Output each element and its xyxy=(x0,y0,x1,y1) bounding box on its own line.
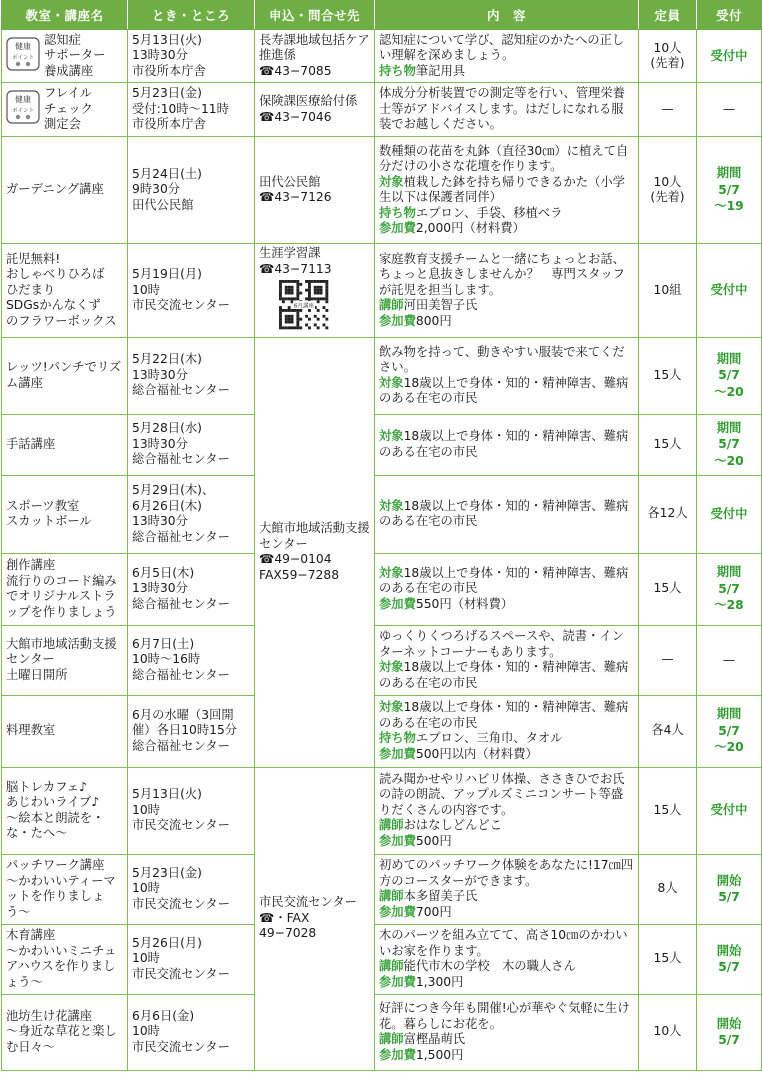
table-row xyxy=(2,767,762,854)
item-label: 参加費 xyxy=(379,833,416,848)
when-where-cell xyxy=(128,994,255,1070)
capacity: 10人 (先着) xyxy=(650,174,685,204)
content-item xyxy=(379,834,634,850)
status-badge: 期間 5/7 〜28 xyxy=(714,565,744,613)
content-item xyxy=(379,499,634,530)
status-cell xyxy=(697,30,762,83)
capacity: 15人 xyxy=(653,802,682,817)
item-text: エプロン、三角巾、タオル xyxy=(415,731,563,745)
course-name-cell xyxy=(2,30,128,83)
content-item xyxy=(379,64,634,80)
item-text: 河田美智子氏 xyxy=(403,298,478,312)
course-name-cell xyxy=(2,137,128,244)
content-item xyxy=(379,975,634,991)
content-item xyxy=(379,175,634,206)
course-name-cell xyxy=(2,854,128,924)
table-row xyxy=(2,244,762,338)
capacity: 15人 xyxy=(653,581,682,596)
table-row xyxy=(2,475,762,553)
item-text: 2,000円（材料費） xyxy=(415,221,525,235)
content-cell xyxy=(375,994,639,1070)
svg-text:6月講座: 6月講座 xyxy=(294,303,314,310)
when-where: 5月22日(木) 13時30分 総合福祉センター xyxy=(132,352,230,398)
capacity: — xyxy=(661,101,674,116)
header-status: 受付 xyxy=(697,1,762,30)
item-label: 参加費 xyxy=(379,313,416,328)
item-text: エプロン、手袋、移植ベラ xyxy=(415,205,563,220)
content-cell xyxy=(375,83,639,137)
health-point-logo xyxy=(6,90,40,129)
status-cell xyxy=(697,854,762,924)
content-item xyxy=(379,747,634,763)
contact-cell xyxy=(255,30,375,83)
item-label: 対象 xyxy=(379,565,404,580)
capacity-cell xyxy=(639,994,697,1070)
capacity: 15人 xyxy=(653,436,682,451)
capacity: 15人 xyxy=(653,951,682,966)
item-label: 持ち物 xyxy=(379,731,416,745)
content-item xyxy=(379,889,634,905)
status-badge: 開始 5/7 xyxy=(716,1016,742,1047)
item-label: 講師 xyxy=(379,818,404,833)
status-cell xyxy=(697,475,762,553)
content-cell xyxy=(375,414,639,475)
when-where-cell xyxy=(128,414,255,475)
status-badge: 受付中 xyxy=(710,283,748,297)
capacity: 10組 xyxy=(653,282,682,297)
course-name: 脳トレカフェ♪ あじわいライブ♪ 〜絵本と朗読を・な・たへ〜 xyxy=(6,779,105,840)
capacity-cell xyxy=(639,854,697,924)
content-cell xyxy=(375,30,639,83)
capacity: — xyxy=(661,652,674,667)
content-cell xyxy=(375,854,639,924)
when-where: 6月の水曜（3回開催）各日10時15分 総合福祉センター xyxy=(132,707,238,753)
course-name-cell xyxy=(2,244,128,338)
course-name-cell xyxy=(2,994,128,1070)
content-item xyxy=(379,221,634,237)
capacity: 10人 xyxy=(653,1024,682,1039)
table-row xyxy=(2,83,762,137)
svg-text:ポイント: ポイント xyxy=(11,108,35,115)
capacity-cell xyxy=(639,625,697,695)
when-where: 5月29日(木)、 6月26日(木) 13時30分 総合福祉センター xyxy=(132,483,230,544)
contact-info: 生涯学習課 ☎43−7113 xyxy=(259,246,332,276)
item-text: 植栽した鉢を持ち帰りできるかた（小学生以下は保護者同伴） xyxy=(379,174,625,204)
course-table xyxy=(1,0,762,1071)
item-label: 持ち物 xyxy=(379,63,416,78)
header-course-name: 教室・講座名 xyxy=(2,1,128,30)
capacity-cell xyxy=(639,337,697,414)
item-text: 18歳以上で身体・知的・精神障害、難病のある在宅の市民 xyxy=(379,660,629,690)
when-where-cell xyxy=(128,337,255,414)
content-item xyxy=(379,376,634,407)
item-label: 対象 xyxy=(379,660,404,674)
course-name-cell xyxy=(2,924,128,994)
content-item xyxy=(379,206,634,222)
item-text: 1,500円 xyxy=(415,1047,464,1062)
status-cell xyxy=(697,994,762,1070)
content-item xyxy=(379,314,634,330)
item-label: 参加費 xyxy=(379,221,416,235)
status-cell xyxy=(697,137,762,244)
content-item xyxy=(379,700,634,731)
when-where: 6月5日(木) 13時30分 総合福祉センター xyxy=(132,565,230,611)
item-label: 講師 xyxy=(379,889,404,903)
when-where-cell xyxy=(128,137,255,244)
content-item xyxy=(379,959,634,975)
item-label: 対象 xyxy=(379,174,404,189)
status-badge: 受付中 xyxy=(710,803,748,818)
status-badge: 期間 5/7 〜20 xyxy=(714,351,744,399)
course-name: ガーデニング講座 xyxy=(6,182,104,197)
item-label: 参加費 xyxy=(379,596,416,611)
content-cell xyxy=(375,244,639,338)
when-where-cell xyxy=(128,553,255,625)
item-label: 参加費 xyxy=(379,1047,416,1062)
course-name-cell xyxy=(2,337,128,414)
content-description: 体成分分析装置での測定等を行い、管理栄養士等がアドバイスします。はだしになれる服装でお越しください。 xyxy=(379,86,625,132)
when-where-cell xyxy=(128,695,255,767)
capacity-cell xyxy=(639,924,697,994)
when-where: 5月26日(月) 10時 市民交流センター xyxy=(132,935,230,981)
content-item xyxy=(379,660,634,691)
course-name: 認知症 サポーター 養成講座 xyxy=(44,32,106,78)
course-name: 託児無料! おしゃべりひろば ひだまり SDGsかんなくず のフラワーボックス xyxy=(6,251,117,328)
table-row xyxy=(2,337,762,414)
item-label: 参加費 xyxy=(379,974,416,989)
svg-text:健康: 健康 xyxy=(15,95,31,105)
content-description: ゆっくりくつろげるスペースや、読書・インターネットコーナーもあります。 xyxy=(379,629,624,659)
when-where: 6月7日(土) 10時〜16時 総合福祉センター xyxy=(132,636,230,682)
item-label: 対象 xyxy=(379,498,404,513)
table-row xyxy=(2,924,762,994)
status-cell xyxy=(697,337,762,414)
content-description: 木のパーツを組み立てて、高さ10㎝のかわいいお家を作ります。 xyxy=(379,928,628,958)
content-description: 家庭教育支援チームと一緒にちょっとお話、ちょっと息抜きしませんか？ 専門スタッフが託児を担当します。 xyxy=(379,251,625,297)
contact-info: 市民交流センター ☎・FAX 49−7028 xyxy=(259,895,357,941)
item-text: 700円 xyxy=(415,904,452,919)
capacity: 8人 xyxy=(657,881,678,896)
item-text: 18歳以上で身体・知的・精神障害、難病のある在宅の市民 xyxy=(379,375,629,405)
when-where-cell xyxy=(128,625,255,695)
capacity-cell xyxy=(639,83,697,137)
content-description: 初めてのパッチワーク体験をあなたに!17㎝四方のコースターができます。 xyxy=(379,858,634,888)
course-name: 創作講座 流行りのコード編みでオリジナルストラップを作りましょう xyxy=(6,558,117,619)
item-text: 1,300円 xyxy=(415,974,464,989)
when-where: 5月28日(水) 13時30分 総合福祉センター xyxy=(132,421,230,467)
table-row xyxy=(2,695,762,767)
item-text: 18歳以上で身体・知的・精神障害、難病のある在宅の市民 xyxy=(379,429,629,459)
contact-cell xyxy=(255,244,375,338)
status-badge: 受付中 xyxy=(710,48,748,63)
content-cell xyxy=(375,924,639,994)
when-where: 5月23日(金) 受付:10時〜11時 市役所本庁舎 xyxy=(132,86,229,132)
contact-cell xyxy=(255,137,375,244)
course-name-cell xyxy=(2,625,128,695)
course-name: 手話講座 xyxy=(6,436,56,451)
item-text: 18歳以上で身体・知的・精神障害、難病のある在宅の市民 xyxy=(379,498,629,528)
contact-info: 大館市地域活動支援センター ☎49−0104 FAX59−7288 xyxy=(259,521,370,582)
capacity-cell xyxy=(639,475,697,553)
capacity: 各4人 xyxy=(651,723,684,738)
table-row xyxy=(2,854,762,924)
course-name-cell xyxy=(2,767,128,854)
item-text: 富樫晶萌氏 xyxy=(403,1032,466,1046)
content-cell xyxy=(375,767,639,854)
item-label: 対象 xyxy=(379,375,404,390)
course-name: 料理教室 xyxy=(6,723,56,738)
content-item xyxy=(379,818,634,834)
when-where: 5月13日(火) 13時30分 市役所本庁舎 xyxy=(132,32,206,78)
status-cell xyxy=(697,767,762,854)
svg-text:健康: 健康 xyxy=(15,41,31,51)
capacity-cell xyxy=(639,695,697,767)
item-label: 講師 xyxy=(379,298,404,312)
content-cell xyxy=(375,137,639,244)
item-label: 参加費 xyxy=(379,746,416,761)
table-row xyxy=(2,137,762,244)
content-cell xyxy=(375,337,639,414)
when-where: 5月23日(金) 10時 市民交流センター xyxy=(132,865,230,911)
content-cell xyxy=(375,475,639,553)
contact-info: 田代公民館 ☎43−7126 xyxy=(259,174,332,204)
content-item xyxy=(379,1032,634,1048)
status-badge: 期間 5/7 〜19 xyxy=(714,166,744,214)
course-name: 大館市地域活動支援センター 土曜日開所 xyxy=(6,636,117,682)
status-badge: 開始 5/7 xyxy=(716,943,742,974)
item-label: 持ち物 xyxy=(379,205,416,220)
shared-contact-cell xyxy=(255,767,375,1070)
content-cell xyxy=(375,695,639,767)
course-name-cell xyxy=(2,83,128,137)
shared-contact-cell xyxy=(255,337,375,767)
when-where: 5月19日(月) 10時 市民交流センター xyxy=(132,267,230,312)
content-description: 数種類の花苗を丸鉢（直径30㎝）に植えて自分だけの小さな花壇を作ります。 xyxy=(379,143,629,173)
item-text: 18歳以上で身体・知的・精神障害、難病のある在宅の市民 xyxy=(379,700,629,730)
status-badge: 開始 5/7 xyxy=(716,873,742,904)
item-label: 参加費 xyxy=(379,904,416,919)
course-name-cell xyxy=(2,414,128,475)
capacity-cell xyxy=(639,553,697,625)
capacity-cell xyxy=(639,767,697,854)
table-row xyxy=(2,625,762,695)
item-label: 対象 xyxy=(379,700,404,714)
contact-cell xyxy=(255,83,375,137)
status-cell xyxy=(697,83,762,137)
capacity-cell xyxy=(639,244,697,338)
when-where-cell xyxy=(128,854,255,924)
item-text: 本多留美子氏 xyxy=(403,889,478,903)
table-row xyxy=(2,30,762,83)
course-name-cell xyxy=(2,553,128,625)
header-capacity: 定員 xyxy=(639,1,697,30)
when-where-cell xyxy=(128,475,255,553)
capacity: 15人 xyxy=(653,367,682,382)
course-name-cell xyxy=(2,475,128,553)
item-text: 500円以内（材料費） xyxy=(415,746,538,761)
header-contact: 申込・問合せ先 xyxy=(255,1,375,30)
qr-code-icon[interactable] xyxy=(279,280,370,335)
contact-info: 長寿課地域包括ケア推進係 ☎43−7085 xyxy=(259,32,370,78)
when-where-cell xyxy=(128,924,255,994)
status-cell xyxy=(697,414,762,475)
content-item xyxy=(379,597,634,613)
status-badge: 期間 5/7 〜20 xyxy=(714,420,744,468)
status-cell xyxy=(697,924,762,994)
status-badge: 受付中 xyxy=(710,506,748,521)
table-row xyxy=(2,553,762,625)
item-label: 講師 xyxy=(379,959,404,973)
status-badge: — xyxy=(722,652,736,667)
content-description: 認知症について学び、認知症のかたへの正しい理解を深めましょう。 xyxy=(379,32,625,63)
item-label: 対象 xyxy=(379,429,404,443)
course-name: 木育講座 〜かわいいミニチュアハウスを作りましょう〜 xyxy=(6,928,117,989)
item-text: 能代市木の学校 木の職人さん xyxy=(403,959,576,973)
header-when-where: とき・ところ xyxy=(128,1,255,30)
capacity: 各12人 xyxy=(647,506,688,521)
table-row xyxy=(2,994,762,1070)
when-where-cell xyxy=(128,30,255,83)
content-item xyxy=(379,731,634,747)
content-cell xyxy=(375,553,639,625)
status-cell xyxy=(697,625,762,695)
table-header-row xyxy=(2,1,762,30)
status-badge: — xyxy=(722,102,736,117)
content-item xyxy=(379,298,634,314)
course-name: 池坊生け花講座 〜身近な草花と楽しむ日々〜 xyxy=(6,1008,117,1054)
content-item xyxy=(379,429,634,460)
when-where: 5月13日(火) 10時 市民交流センター xyxy=(132,787,230,833)
capacity-cell xyxy=(639,414,697,475)
capacity-cell xyxy=(639,137,697,244)
item-text: 500円 xyxy=(415,833,452,848)
when-where: 5月24日(土) 9時30分 田代公民館 xyxy=(132,166,202,212)
course-name-cell xyxy=(2,695,128,767)
when-where-cell xyxy=(128,83,255,137)
item-text: 18歳以上で身体・知的・精神障害、難病のある在宅の市民 xyxy=(379,565,629,596)
course-name: レッツ!パンチでリズム講座 xyxy=(6,360,122,390)
status-cell xyxy=(697,244,762,338)
header-content: 内 容 xyxy=(375,1,639,30)
when-where: 6月6日(金) 10時 市民交流センター xyxy=(132,1008,230,1054)
content-item xyxy=(379,1048,634,1064)
item-text: おはなしどんどこ xyxy=(403,818,502,833)
course-name: スポーツ教室 スカットボール xyxy=(6,498,92,528)
item-text: 筆記用具 xyxy=(415,63,466,78)
status-cell xyxy=(697,695,762,767)
status-cell xyxy=(697,553,762,625)
content-item xyxy=(379,905,634,921)
status-badge: 期間 5/7 〜20 xyxy=(714,707,744,755)
course-name: フレイル チェック 測定会 xyxy=(44,86,93,132)
content-item xyxy=(379,566,634,597)
capacity-cell xyxy=(639,30,697,83)
content-description: 好評につき今年も開催!心が華やぐ気軽に生け花。暮らしにお花を。 xyxy=(379,1001,630,1031)
item-label: 講師 xyxy=(379,1032,404,1046)
content-description: 読み聞かせやリハビリ体操、ささきひでお氏の詩の朗読、アップルズミニコンサート等盛りだくさんの内容です。 xyxy=(379,771,625,817)
content-cell xyxy=(375,625,639,695)
capacity: 10人 (先着) xyxy=(650,40,685,70)
when-where-cell xyxy=(128,244,255,338)
table-row xyxy=(2,414,762,475)
contact-info: 保険課医療給付係 ☎43−7046 xyxy=(259,94,358,124)
course-name: パッチワーク講座 〜かわいいティーマットを作りましょう〜 xyxy=(6,858,116,919)
content-description: 飲み物を持って、動きやすい服装で来てください。 xyxy=(379,344,625,374)
health-point-logo xyxy=(6,37,40,76)
item-text: 550円（材料費） xyxy=(415,596,514,611)
when-where-cell xyxy=(128,767,255,854)
svg-text:ポイント: ポイント xyxy=(11,54,35,61)
item-text: 800円 xyxy=(415,313,452,328)
